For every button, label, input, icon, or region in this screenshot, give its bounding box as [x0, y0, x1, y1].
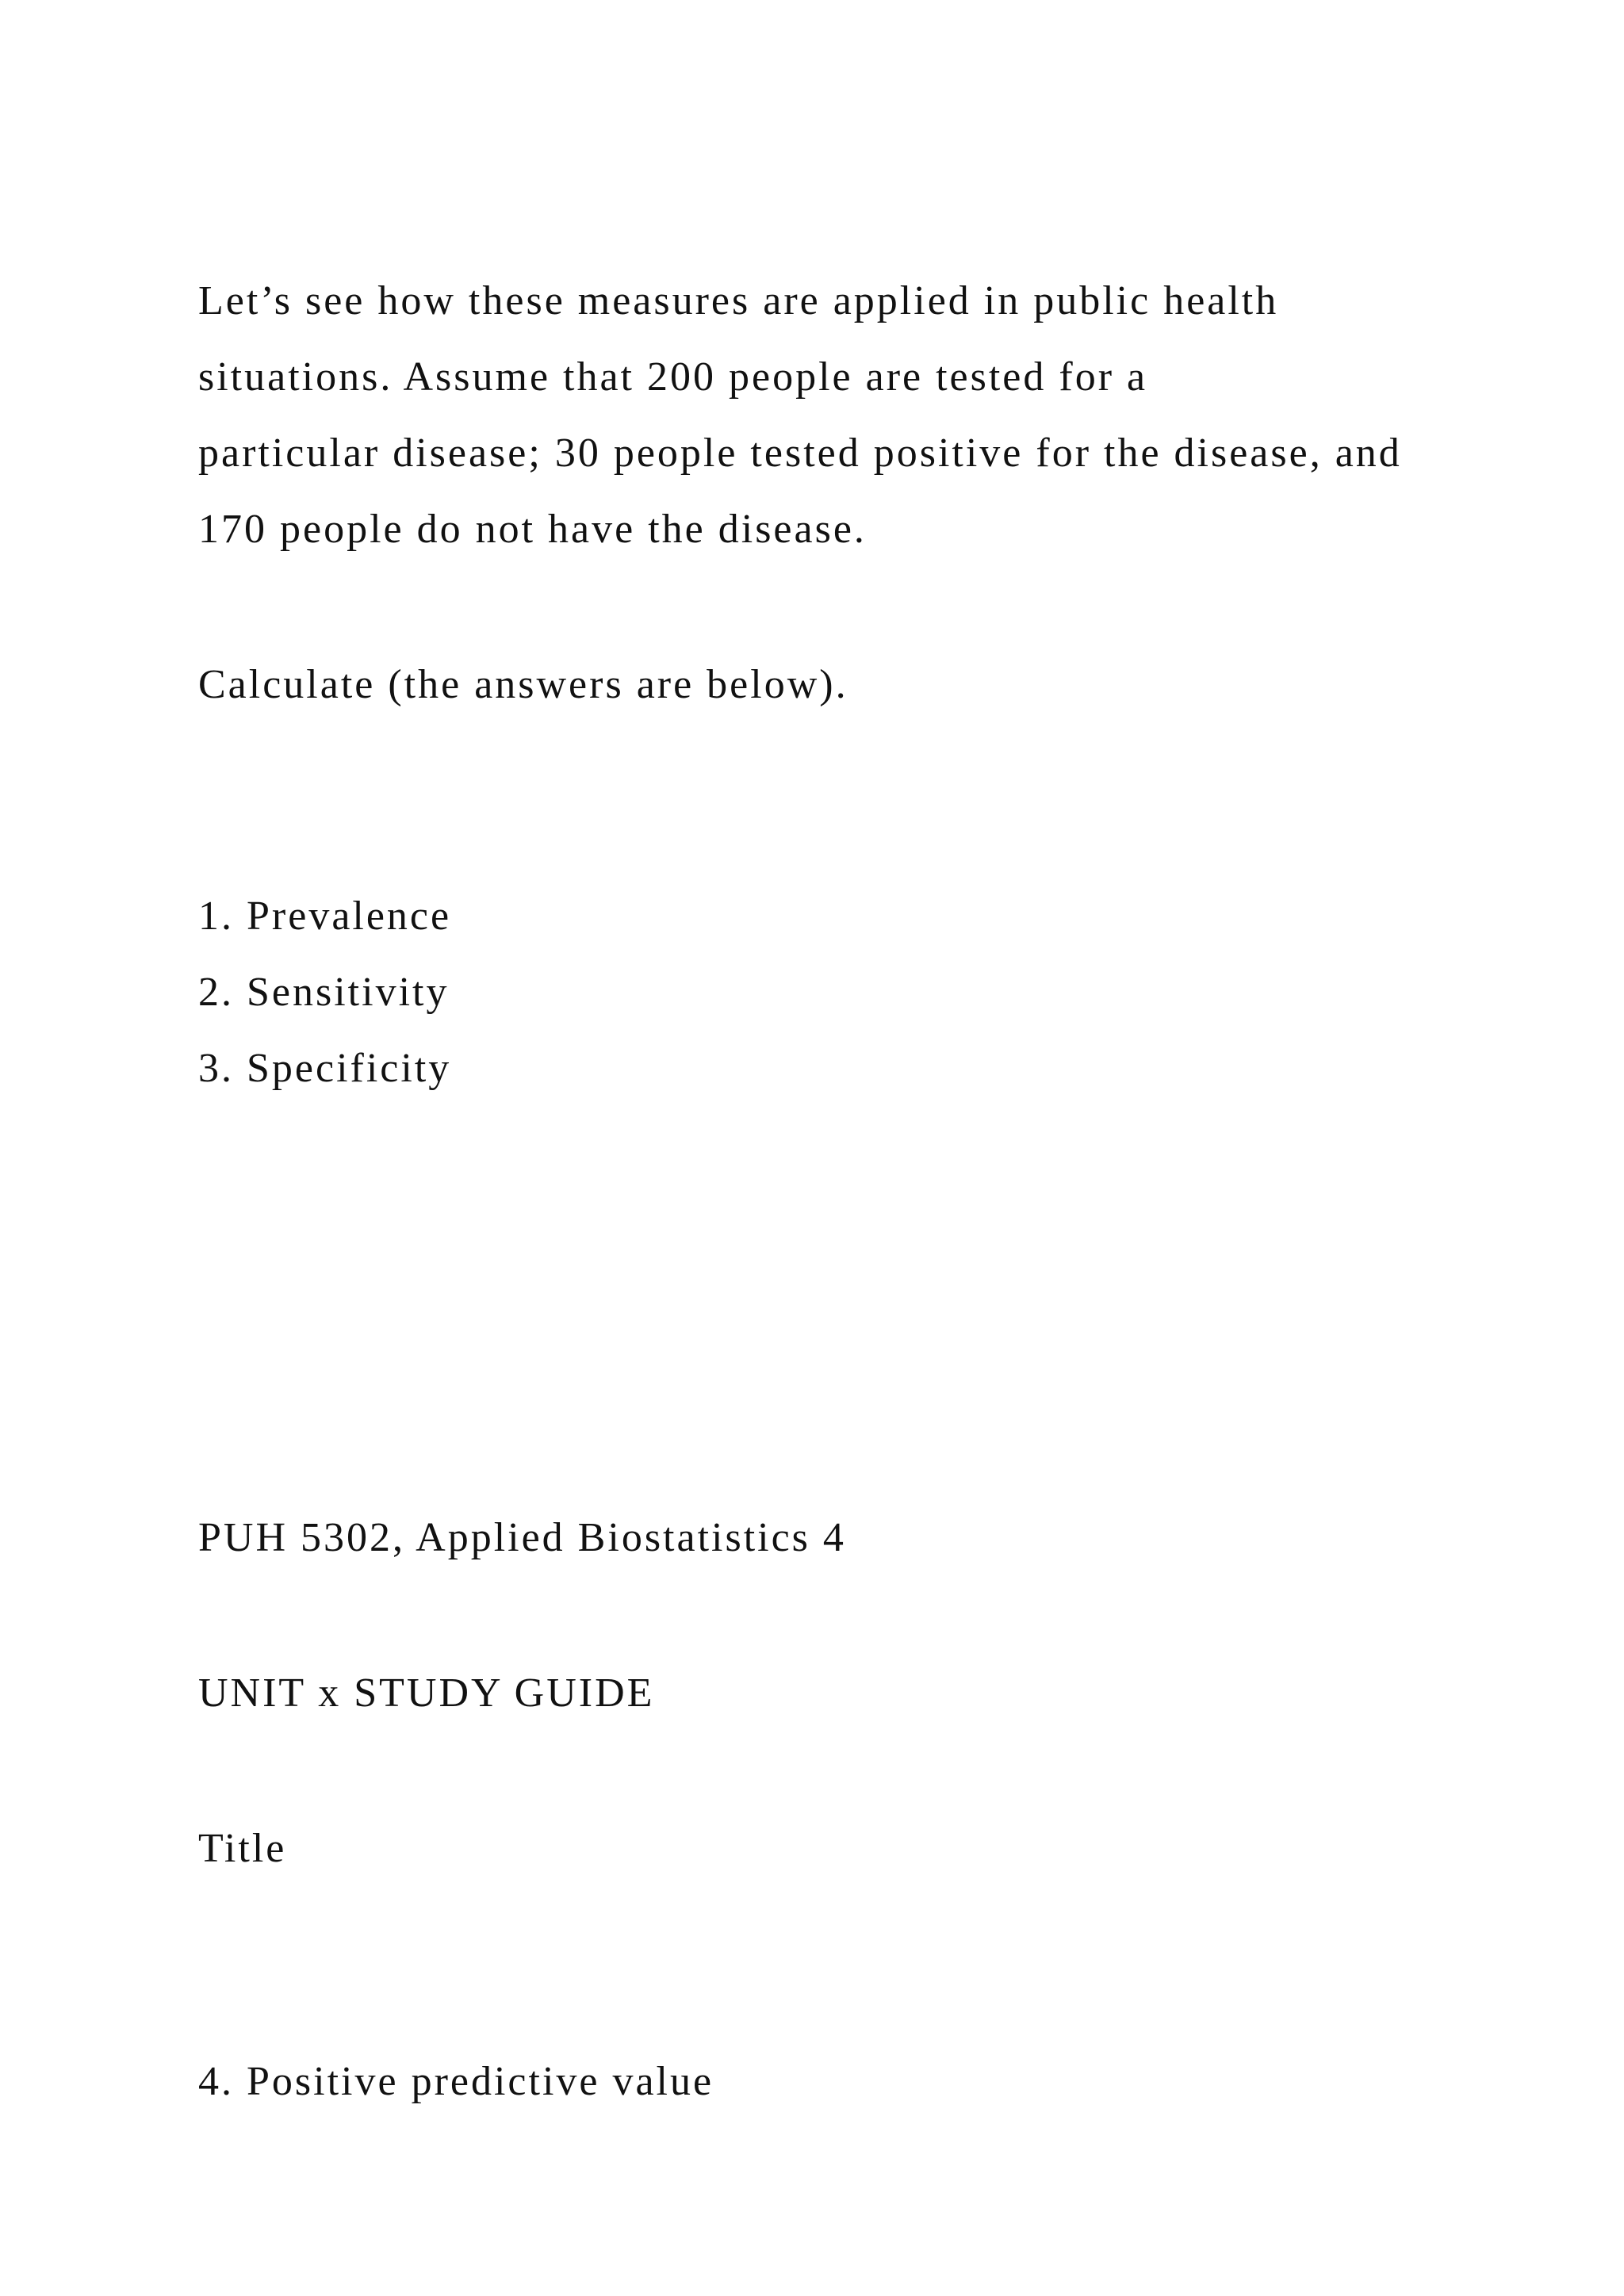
list-item-sensitivity: 2. Sensitivity: [198, 970, 450, 1015]
list-item-specificity: 3. Specificity: [198, 1046, 452, 1091]
section-title: Title: [198, 1826, 287, 1871]
unit-study-guide: UNIT x STUDY GUIDE: [198, 1670, 655, 1716]
list-item-prevalence: 1. Prevalence: [198, 894, 452, 939]
course-header: PUH 5302, Applied Biostatistics 4: [198, 1515, 846, 1560]
instruction-text: Calculate (the answers are below).: [198, 662, 848, 707]
list-item-positive-predictive-value: 4. Positive predictive value: [198, 2059, 714, 2104]
paragraph-line-2: situations. Assume that 200 people are tested for a: [198, 354, 1148, 400]
paragraph-line-4: 170 people do not have the disease.: [198, 507, 867, 552]
paragraph-line-1: Let’s see how these measures are applied in public health: [198, 278, 1279, 323]
paragraph-line-3: particular disease; 30 people tested positive for the disease, and: [198, 430, 1402, 476]
